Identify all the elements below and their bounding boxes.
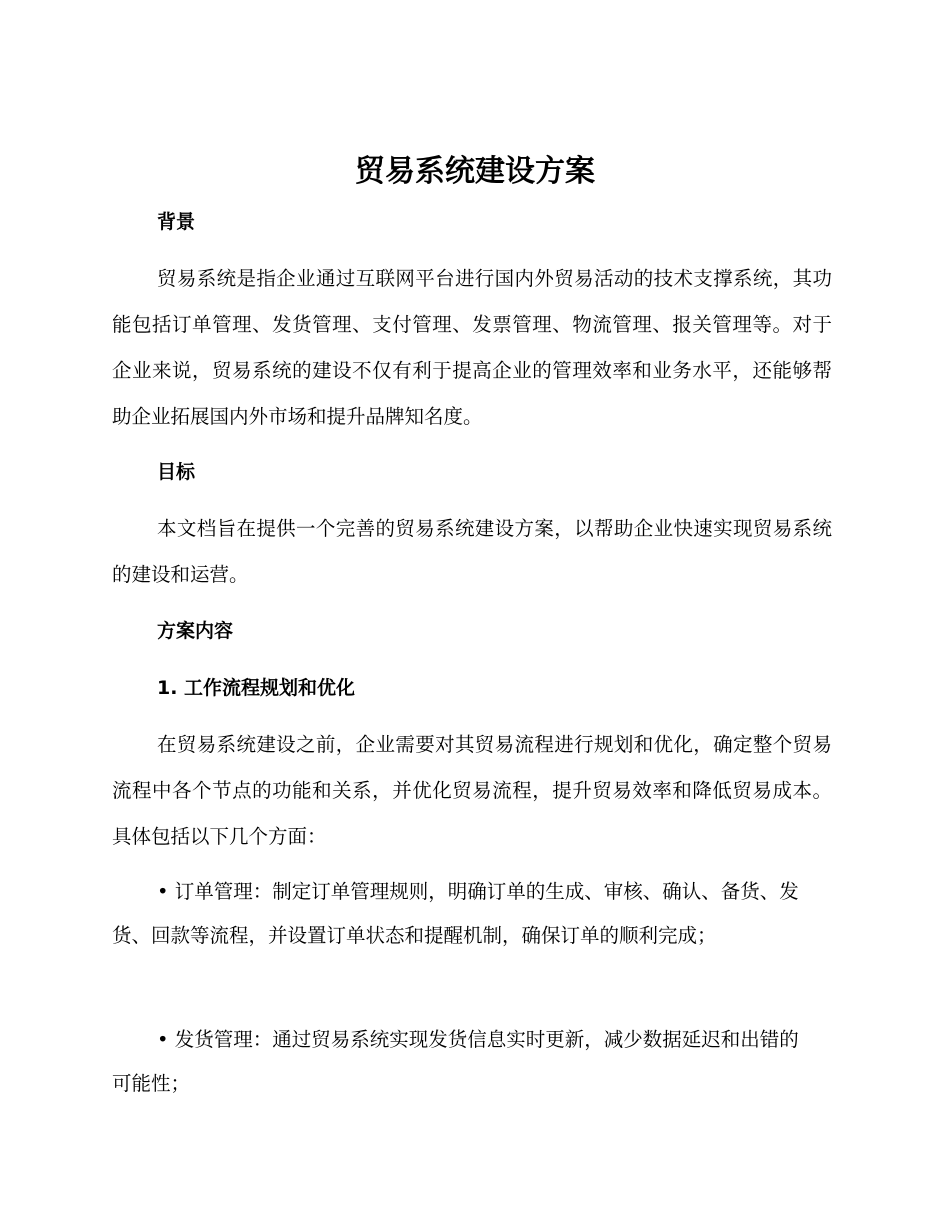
- list-item-order-management: • 订单管理：制定订单管理规则，明确订单的生成、审核、确认、备货、发货、回款等流程，并设置订单状态和提醒机制，确保订单的顺利完成；: [112, 880, 799, 947]
- goal-paragraph: 本文档旨在提供一个完善的贸易系统建设方案，以帮助企业快速实现贸易系统的建设和运营。: [112, 517, 832, 586]
- section-heading-content: 方案内容: [157, 620, 234, 642]
- workflow-paragraph: 在贸易系统建设之前，企业需要对其贸易流程进行规划和优化，确定整个贸易流程中各个节点的功能和关系，并优化贸易流程，提升贸易效率和降低贸易成本。具体包括以下几个方面：: [112, 733, 832, 848]
- section-heading-goal: 目标: [157, 461, 196, 483]
- background-paragraph: 贸易系统是指企业通过互联网平台进行国内外贸易活动的技术支撑系统，其功能包括订单管理、发货管理、支付管理、发票管理、物流管理、报关管理等。对于企业来说，贸易系统的建设不仅有利于提高企业的管理效率和业务水平，还能够帮助企业拓展国内外市场和提升品牌知名度。: [112, 267, 832, 428]
- list-item-shipping-management: • 发货管理：通过贸易系统实现发货信息实时更新，减少数据延迟和出错的可能性；: [112, 1028, 799, 1095]
- subsection-heading-workflow: 1. 工作流程规划和优化: [157, 677, 356, 699]
- document-title: 贸易系统建设方案: [355, 154, 595, 189]
- section-heading-background: 背景: [157, 211, 196, 233]
